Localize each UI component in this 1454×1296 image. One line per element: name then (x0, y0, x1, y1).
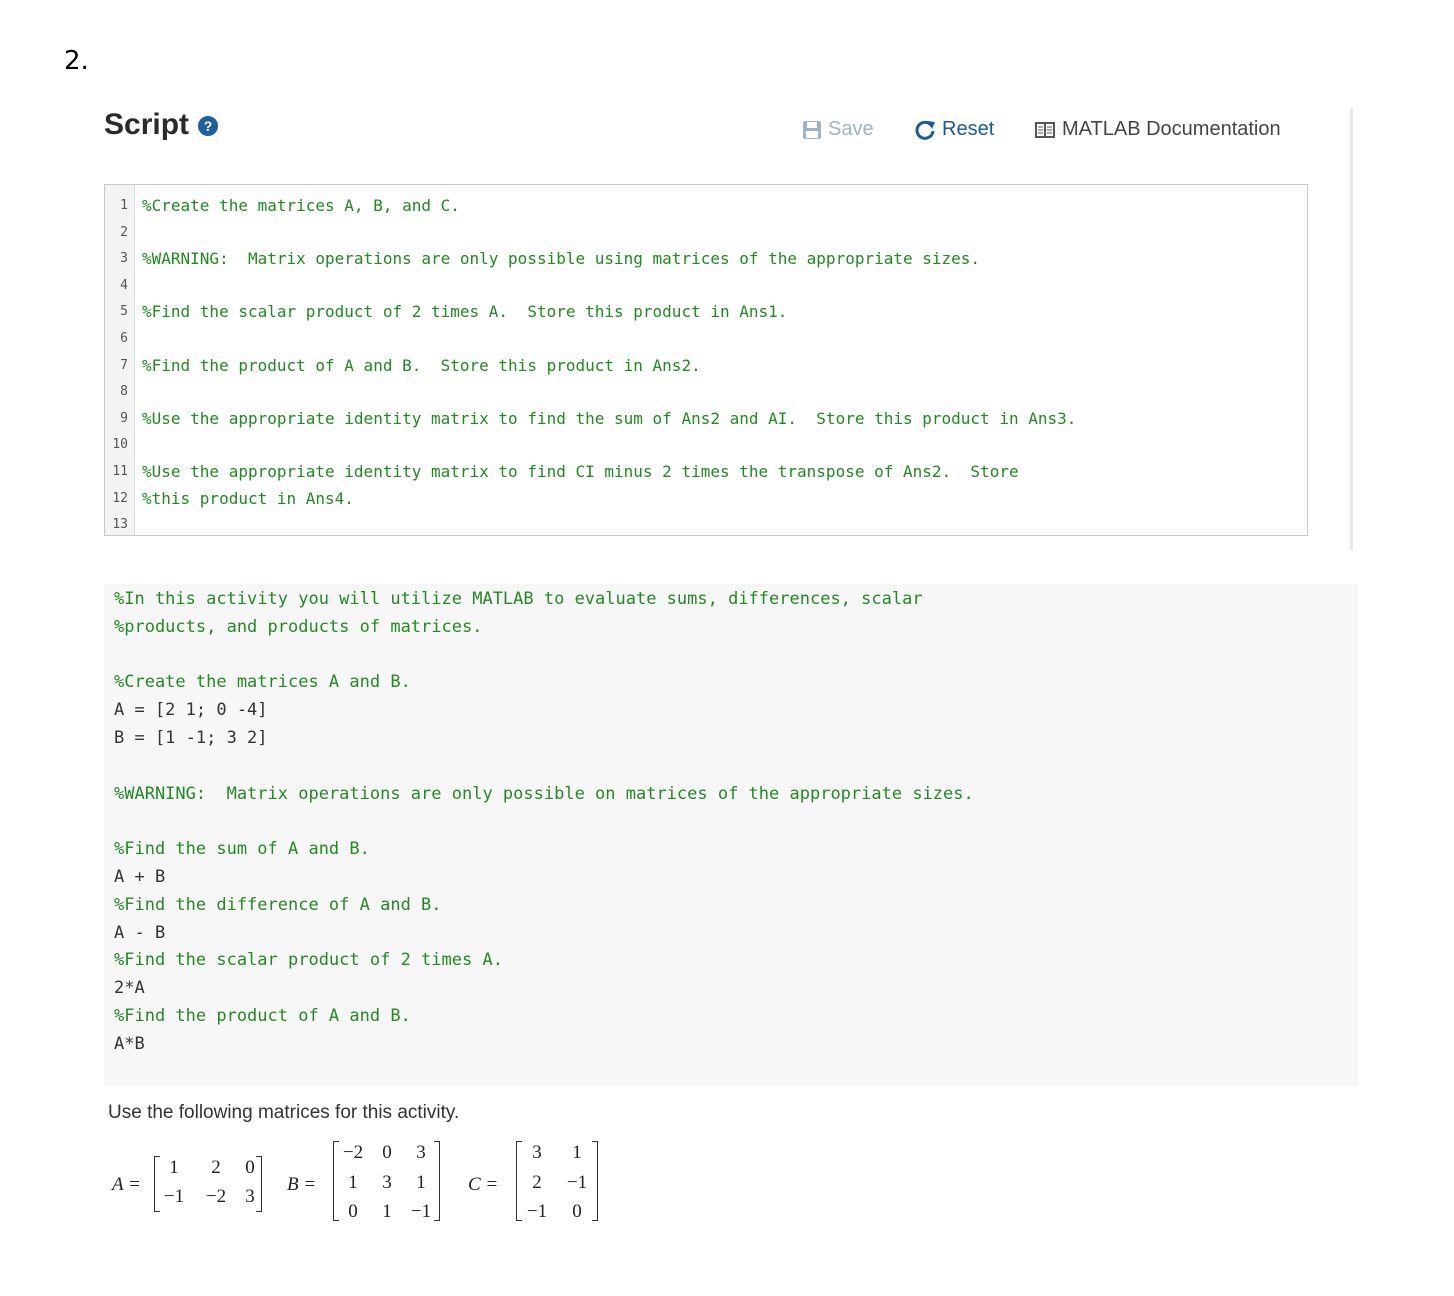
line-number: 7 (120, 357, 128, 373)
editor-line[interactable] (105, 511, 1305, 538)
script-header (104, 104, 1308, 154)
matrix-a-label: A = (112, 1174, 141, 1195)
instructions-text: Use the following matrices for this activity. (108, 1102, 460, 1123)
code-statement: A + B (114, 867, 166, 887)
save-label: Save (828, 118, 874, 140)
matrix-b-cell: 0 (348, 1201, 358, 1222)
editor-line[interactable] (105, 272, 1305, 299)
line-number: 6 (120, 331, 128, 346)
matrix-c-label: C = (468, 1174, 499, 1195)
code-comment: %WARNING: Matrix operations are only possible on matrices of the appropriate sizes. (114, 783, 974, 804)
matrix-b-cell: 1 (382, 1201, 392, 1222)
code-comment: %Create the matrices A and B. (114, 672, 411, 693)
editor-line[interactable] (105, 245, 1305, 272)
line-number: 8 (120, 384, 128, 400)
matrix-c-cell: −1 (566, 1172, 588, 1193)
code-statement: A - B (114, 922, 166, 943)
editor-line[interactable] (105, 458, 1305, 485)
matrix-c-cell: 0 (572, 1201, 582, 1222)
matrix-b-cell: 1 (416, 1172, 426, 1193)
matrix-a-cell: 3 (245, 1186, 255, 1207)
code-comment: %Use the appropriate identity matrix to find CI minus 2 times the transpose of Ans2. Store (142, 462, 1019, 481)
line-number: 1 (120, 198, 128, 213)
documentation-label: MATLAB Documentation (1062, 118, 1281, 140)
code-comment: %Find the sum of A and B. (114, 839, 370, 860)
editor-line[interactable] (105, 352, 1305, 379)
editor-line[interactable] (105, 219, 1305, 246)
reset-arrow-icon (914, 119, 936, 141)
code-comment: %Create the matrices A, B, and C. (142, 196, 460, 215)
code-comment: %Use the appropriate identity matrix to find the sum of Ans2 and AI. Store this product in Ans3. (142, 408, 1077, 428)
matrix-c-cell: 2 (532, 1172, 542, 1193)
line-number: 5 (120, 304, 128, 320)
code-comment: %Find the product of A and B. (114, 1006, 411, 1026)
code-statement: 2*A (114, 978, 145, 999)
matrix-c-cell: 3 (532, 1142, 542, 1163)
floppy-disk-icon (802, 120, 822, 140)
matrix-b-cell: 3 (416, 1142, 426, 1163)
code-comment: %WARNING: Matrix operations are only possible using matrices of the appropriate sizes. (142, 249, 981, 269)
code-comment: %this product in Ans4. (142, 488, 354, 508)
matrix-a-cell: 1 (169, 1157, 179, 1178)
line-number: 4 (120, 277, 128, 293)
question-number: 2. (64, 46, 89, 76)
editor-line[interactable] (105, 431, 1305, 458)
editor-line[interactable] (105, 405, 1305, 432)
panel-divider (1350, 108, 1353, 550)
script-editor[interactable] (104, 184, 1308, 536)
code-statement: A*B (114, 1033, 145, 1054)
matrix-a-cell: 2 (211, 1157, 221, 1178)
code-comment: %Find the scalar product of 2 times A. (114, 950, 503, 971)
matrix-b-cell: 1 (348, 1172, 358, 1193)
reset-button[interactable] (914, 118, 994, 141)
line-number: 12 (112, 490, 128, 506)
code-statement: A = [2 1; 0 -4] (114, 700, 268, 721)
matrix-c-cell: −1 (526, 1201, 548, 1222)
matrix-a-cell: −2 (205, 1186, 227, 1207)
editor-line[interactable] (105, 325, 1305, 352)
editor-line[interactable] (105, 192, 1305, 219)
editor-line[interactable] (105, 298, 1305, 325)
code-comment: %Find the scalar product of 2 times A. Store this product in Ans1. (142, 302, 788, 322)
line-number: 2 (120, 224, 128, 240)
editor-line[interactable] (105, 485, 1305, 512)
matrix-c-cell: 1 (572, 1142, 582, 1163)
line-number: 3 (120, 251, 128, 267)
code-comment: %In this activity you will utilize MATLAB to evaluate sums, differences, scalar (114, 589, 923, 609)
book-icon (1034, 121, 1056, 139)
code-comment: %Find the product of A and B. Store this product in Ans2. (142, 355, 701, 375)
matrix-b-cell: −1 (410, 1201, 432, 1222)
line-number: 11 (112, 464, 128, 479)
question-circle-icon[interactable]: ? (198, 116, 218, 136)
code-comment: %Find the difference of A and B. (114, 894, 442, 915)
code-comment: %products, and products of matrices. (114, 616, 483, 637)
matrix-b-cell: 3 (382, 1172, 392, 1193)
matrix-a-cell: −1 (163, 1186, 185, 1207)
script-title (104, 108, 218, 142)
matlab-documentation-link[interactable] (1034, 118, 1281, 141)
save-button[interactable] (802, 118, 874, 141)
code-statement: B = [1 -1; 3 2] (114, 728, 268, 748)
line-number: 10 (112, 437, 128, 453)
line-number: 13 (112, 517, 128, 533)
reset-label: Reset (942, 118, 995, 140)
matrix-b-cell: 0 (382, 1142, 392, 1163)
editor-line[interactable] (105, 378, 1305, 405)
example-code-block (104, 584, 1358, 1086)
script-title-text: Script (104, 108, 190, 141)
matrix-b-label: B = (287, 1174, 317, 1195)
line-number: 9 (120, 410, 128, 426)
matrix-a-cell: 0 (245, 1157, 255, 1178)
matrix-b-cell: −2 (342, 1142, 364, 1163)
